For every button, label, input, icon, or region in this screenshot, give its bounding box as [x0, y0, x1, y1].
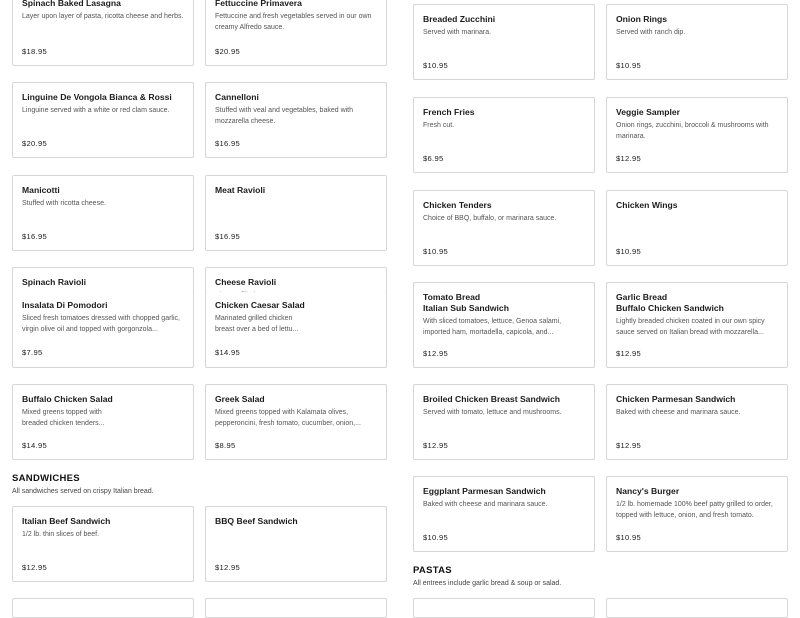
menu-item-card[interactable]: [12, 384, 194, 460]
menu-item-name: Garlic Bread Buffalo Chicken Sandwich: [616, 292, 724, 313]
menu-item-price: $10.95: [423, 533, 449, 542]
menu-item-name: Chicken Parmesan Sandwich: [616, 394, 736, 404]
menu-item-card-partial[interactable]: [205, 598, 387, 618]
menu-item-description: Marinated grilled chicken breast over a bed of lettu...: [215, 315, 299, 333]
menu-item-name: Linguine De Vongola Bianca & Rossi: [22, 92, 172, 102]
menu-item-card[interactable]: [12, 82, 194, 158]
menu-item-card[interactable]: [205, 175, 387, 251]
menu-item-card[interactable]: [413, 384, 595, 460]
menu-item-price: $10.95: [616, 247, 642, 256]
section-title-pastas: PASTAS: [413, 565, 452, 576]
menu-item-price: $12.95: [616, 349, 642, 358]
menu-item-card-partial[interactable]: [12, 598, 194, 618]
menu-item-description: Mixed greens topped with breaded chicken tenders...: [22, 409, 105, 427]
menu-item-name: Eggplant Parmesan Sandwich: [423, 486, 546, 496]
menu-item-name: Cheese Ravioli: [215, 277, 277, 287]
menu-item-price: $12.95: [423, 349, 449, 358]
menu-item-card[interactable]: [12, 506, 194, 582]
menu-item-card[interactable]: [606, 282, 788, 368]
menu-item-price: $12.95: [423, 441, 449, 450]
menu-item-name: Tomato Bread Italian Sub Sandwich: [423, 292, 509, 313]
menu-item-price: $10.95: [423, 61, 449, 70]
menu-item-name: Veggie Sampler: [616, 107, 681, 117]
menu-item-description: Stuffed with veal and vegetables, baked with mozzarella cheese.: [215, 107, 354, 125]
menu-item-price: $8.95: [215, 441, 236, 450]
menu-item-price: $16.95: [22, 232, 48, 241]
menu-item-name: Onion Rings: [616, 14, 668, 24]
menu-item-card[interactable]: [205, 0, 387, 66]
menu-item-card-partial[interactable]: [413, 598, 595, 618]
menu-item-price: $20.95: [22, 139, 48, 148]
menu-item-card[interactable]: [205, 384, 387, 460]
menu-item-name: Buffalo Chicken Salad: [22, 394, 113, 404]
menu-item-description: Fettuccine and fresh vegetables served in our own creamy Alfredo sauce.: [215, 13, 372, 31]
menu-item-description: Lightly breaded chicken coated in our own spicy sauce served on Italian bread with mozzarella...: [616, 318, 765, 336]
menu-item-price: $12.95: [215, 563, 241, 572]
menu-item-card[interactable]: [606, 97, 788, 173]
menu-item-card[interactable]: [413, 4, 595, 80]
menu-item-name: Meat Ravioli: [215, 185, 266, 195]
menu-item-card[interactable]: [413, 190, 595, 266]
section-subtitle-sandwiches: All sandwiches served on crispy Italian bread.: [12, 488, 154, 495]
menu-item-card[interactable]: [12, 0, 194, 66]
menu-item-description: Served with marinara.: [423, 29, 492, 36]
menu-item-name: Broiled Chicken Breast Sandwich: [423, 394, 561, 404]
menu-item-card[interactable]: [413, 476, 595, 552]
menu-item-price: $20.95: [215, 47, 241, 56]
menu-item-card[interactable]: [606, 190, 788, 266]
menu-item-name: Spinach Baked Lasagna: [22, 0, 121, 8]
menu-item-price: $12.95: [616, 154, 642, 163]
menu-item-name: BBQ Beef Sandwich: [215, 516, 298, 526]
menu-item-description: Baked with cheese and marinara sauce.: [616, 409, 741, 416]
menu-item-price: $6.95: [423, 154, 444, 163]
menu-item-description: Linguine served with a white or red clam sauce.: [22, 107, 170, 114]
menu-item-price: $12.95: [22, 563, 48, 572]
menu-item-price: $10.95: [423, 247, 449, 256]
menu-item-name: Cannelloni: [215, 92, 259, 102]
section-title-sandwiches: SANDWICHES: [12, 473, 80, 484]
menu-item-card[interactable]: [413, 282, 595, 368]
menu-item-card[interactable]: [205, 82, 387, 158]
menu-item-description: Fresh cut.: [423, 122, 455, 129]
menu-item-card[interactable]: [606, 476, 788, 552]
menu-item-description: Baked with cheese and marinara sauce.: [423, 501, 548, 508]
menu-item-name: Italian Beef Sandwich: [22, 516, 111, 526]
menu-item-price: $16.95: [215, 232, 241, 241]
menu-item-price: $16.95: [215, 139, 241, 148]
menu-item-description: Served with ranch dip.: [616, 29, 686, 36]
menu-item-card[interactable]: [12, 292, 194, 368]
menu-item-price: $14.95: [22, 441, 48, 450]
menu-item-price: $18.95: [22, 47, 48, 56]
menu-item-card[interactable]: [606, 4, 788, 80]
menu-item-description: With sliced tomatoes, lettuce, Genoa salami, imported ham, mortadella, capicola, and...: [423, 318, 562, 336]
menu-item-name: Fettuccine Primavera: [215, 0, 302, 8]
section-subtitle-pastas: All entrees include garlic bread & soup or salad.: [413, 580, 562, 587]
menu-item-description: 1/2 lb. homemade 100% beef patty grilled to order, topped with lettuce, onion, and fresh tomato.: [616, 501, 773, 519]
menu-item-name: Insalata Di Pomodori: [22, 300, 108, 310]
menu-item-card[interactable]: [205, 292, 387, 368]
menu-item-card[interactable]: [413, 97, 595, 173]
menu-item-name: Manicotti: [22, 185, 60, 195]
menu-item-price: $7.95: [22, 348, 43, 357]
menu-item-description: Served with tomato, lettuce and mushrooms.: [423, 409, 562, 416]
menu-item-card[interactable]: [606, 384, 788, 460]
menu-item-name: Chicken Wings: [616, 200, 678, 210]
menu-item-description: Choice of BBQ, buffalo, or marinara sauce.: [423, 215, 557, 222]
menu-item-name: Greek Salad: [215, 394, 265, 404]
menu-item-description: Mixed greens topped with Kalamata olives, pepperoncini, fresh tomato, cucumber, onion,...: [215, 409, 361, 427]
menu-item-card[interactable]: [205, 506, 387, 582]
menu-item-card-partial[interactable]: [606, 598, 788, 618]
menu-item-price: $10.95: [616, 533, 642, 542]
menu-item-description: 1/2 lb. thin slices of beef.: [22, 531, 100, 538]
menu-item-price: $14.95: [215, 348, 241, 357]
menu-item-name: Chicken Caesar Salad: [215, 300, 305, 310]
menu-item-card[interactable]: [12, 175, 194, 251]
menu-item-price: $12.95: [616, 441, 642, 450]
menu-item-price: $10.95: [616, 61, 642, 70]
menu-item-description: Layer upon layer of pasta, ricotta cheese and herbs.: [22, 13, 184, 20]
menu-item-name: French Fries: [423, 107, 475, 117]
menu-item-name: Breaded Zucchini: [423, 14, 496, 24]
menu-item-description: Onion rings, zucchini, broccoli & mushrooms with marinara.: [616, 122, 769, 140]
menu-item-name: Spinach Ravioli: [22, 277, 86, 287]
menu-item-name: Nancy's Burger: [616, 486, 680, 496]
menu-item-description: Sliced fresh tomatoes dressed with chopped garlic, virgin olive oil and topped with gorgonzola...: [22, 315, 180, 333]
menu-item-description: Stuffed with ricotta cheese.: [22, 200, 106, 207]
menu-item-name: Chicken Tenders: [423, 200, 492, 210]
